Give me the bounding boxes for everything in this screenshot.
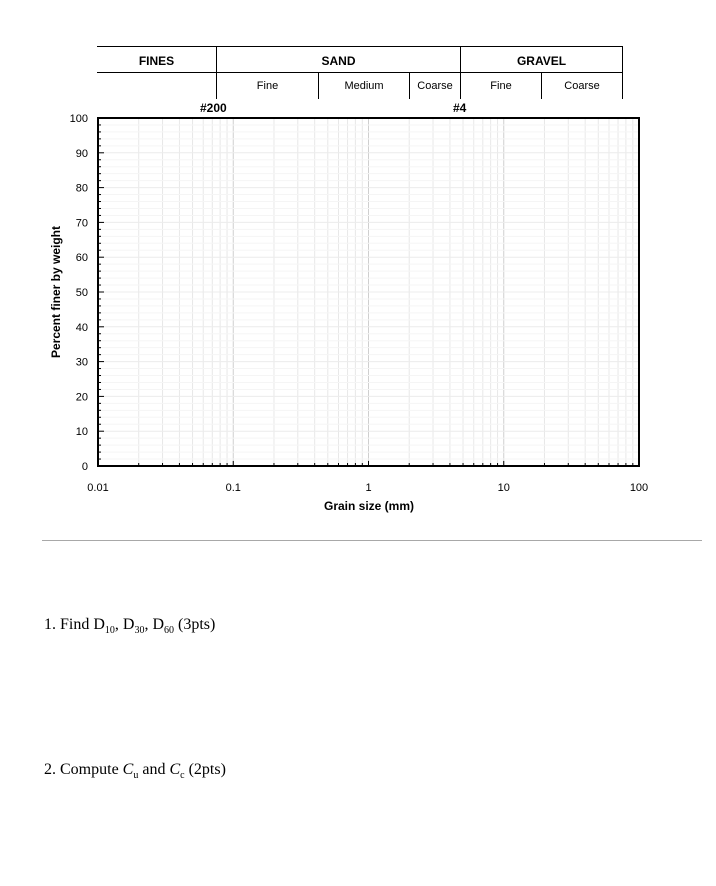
y-tick-label: 40 — [75, 321, 88, 334]
d30-subscript: 30 — [134, 625, 145, 637]
y-tick-label: 100 — [69, 113, 88, 125]
question-1 — [44, 616, 215, 636]
sand-label: SAND — [321, 54, 356, 68]
y-tick-label: 0 — [81, 461, 88, 473]
y-tick-label: 20 — [75, 391, 88, 404]
x-tick-label: 1 — [365, 482, 372, 494]
d60-subscript: 60 — [164, 625, 175, 637]
cc-subscript: c — [180, 770, 185, 782]
cu-variable: C — [122, 761, 134, 778]
cc-variable: C — [169, 761, 181, 778]
fines-label: FINES — [138, 54, 175, 68]
sand-coarse-label: Coarse — [417, 80, 453, 92]
gravel-coarse-label: Coarse — [564, 80, 600, 92]
question-2-prefix: 2. Compute — [44, 761, 123, 778]
sieve-4-label: #4 — [453, 101, 467, 115]
sand-medium-label: Medium — [344, 80, 384, 92]
x-tick-label: 0.1 — [225, 482, 241, 494]
question-2-and: and — [138, 761, 170, 778]
question-1-prefix: 1. Find D — [44, 616, 105, 633]
x-tick-label: 0.01 — [87, 482, 109, 494]
question-1-sep2: , D — [144, 616, 165, 633]
y-tick-label: 70 — [75, 217, 88, 230]
gravel-fine-label: Fine — [490, 80, 512, 92]
sieve-200-label: #200 — [200, 101, 227, 115]
gravel-label: GRAVEL — [516, 54, 567, 68]
sand-fine-label: Fine — [256, 80, 279, 92]
y-tick-label: 30 — [75, 356, 88, 369]
y-tick-label: 60 — [75, 252, 88, 265]
x-axis-title: Grain size (mm) — [323, 499, 415, 513]
question-1-points: (3pts) — [174, 616, 216, 633]
question-1-sep1: , D — [114, 616, 135, 633]
cu-subscript: u — [133, 770, 139, 782]
d10-subscript: 10 — [104, 625, 115, 637]
chart-grid — [98, 118, 639, 466]
x-tick-label: 100 — [629, 482, 649, 494]
section-divider — [42, 540, 702, 541]
question-2-points: (2pts) — [184, 761, 226, 778]
y-tick-label: 50 — [75, 287, 88, 299]
question-2 — [44, 761, 226, 781]
y-axis-title: Percent finer by weight — [49, 225, 63, 359]
y-tick-label: 80 — [75, 182, 88, 195]
y-tick-label: 90 — [75, 147, 88, 160]
y-tick-label: 10 — [75, 426, 88, 439]
chart-tick-labels — [70, 113, 649, 494]
x-tick-label: 10 — [497, 482, 510, 494]
